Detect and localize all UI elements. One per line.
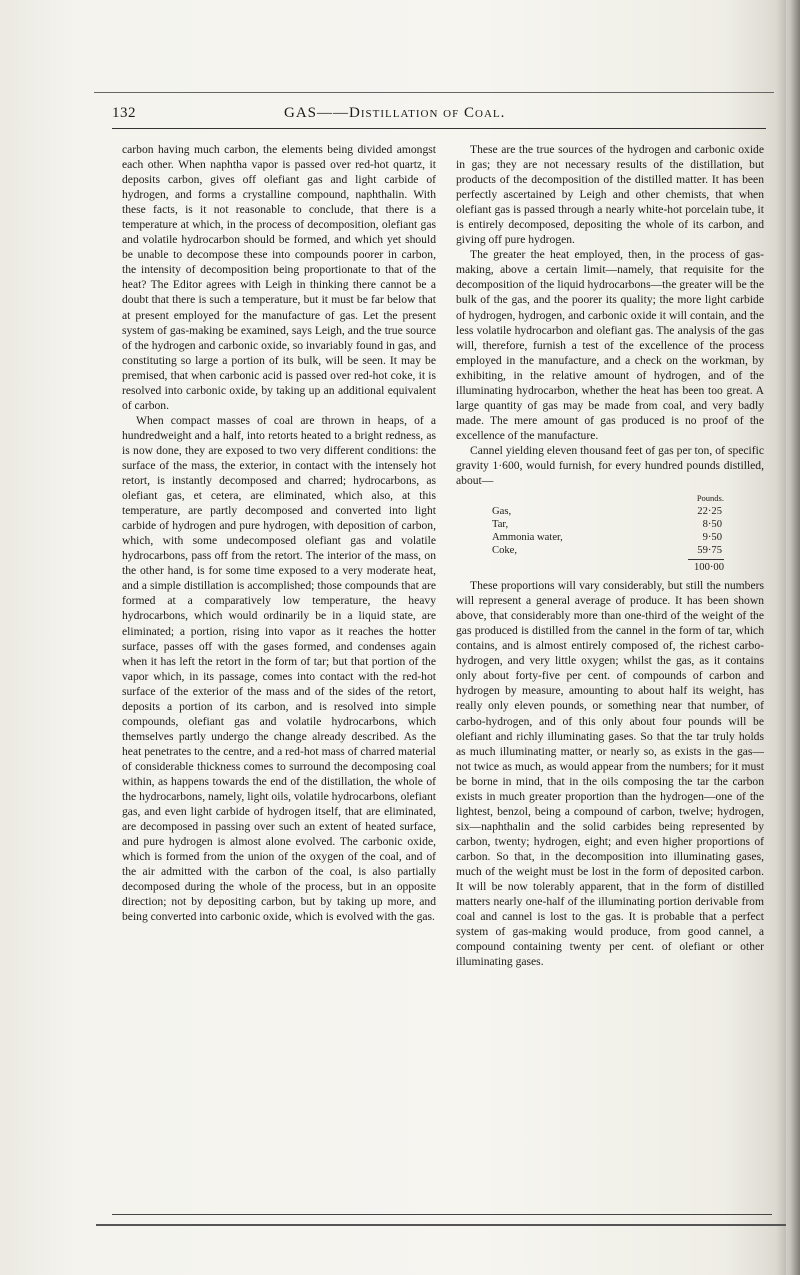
table-row [492, 505, 742, 518]
table-total [492, 559, 742, 574]
table-unit-header: Pounds. [696, 493, 724, 504]
table-row-value: 8·50 [702, 519, 722, 531]
table-row-value: 9·50 [702, 532, 722, 544]
paragraph: carbon having much carbon, the elements being divided amongst each other. When naphtha vapor is passed over red-hot quartz, it deposits carbon, gives off olefiant gas and light carbide of hydrogen, and forms a crystalline compound, naphthalin. With these facts, is it not reasonable to conclude, that there is a temperature at which, in the process of decomposition, olefiant gas and volatile hydrocarbon should be formed, and which yet should be unable to decompose these into compounds poorer in carbon, the intensity of decomposition being proportionate to that of the heat? The Editor agrees with Leigh in thinking there cannot be a doubt that there is such a temperature, but it must be far below that at present employed for the manufacture of gas. Let the present system of gas-making be examined, says Leigh, and the true source of the hydrogen and carbonic oxide, so invariably found in gas, and constituting so large a portion of its bulk, will be seen. It may be premised, that when carbonic acid is passed over red-hot coke, it is resolved into carbonic oxide, by taking up an additional equivalent of carbon. [122, 143, 436, 412]
page-number: 132 [112, 105, 136, 121]
table-row [492, 531, 742, 544]
bottom-rule [112, 1214, 772, 1215]
table-row-label: Tar, [492, 519, 509, 531]
table-total-value: 100·00 [688, 559, 724, 574]
paragraph: The greater the heat employed, then, in the process of gas-making, above a certain limit—namely, that requisite for the decomposition of the liquid hydrocarbons—the greater will be the bulk of the gas, and the poorer its quality; the more light carbide of hydrogen, hydrogen, and carbonic oxide it will contain, and the less volatile hydrocarbon and olefiant gas. The analysis of the gas will, therefore, furnish a test of the excellence of the process employed in the manufacture, and a check on the workman, by exhibiting, in the relative amount of hydrogen, and of the illuminating hydrocarbon, whether the heat has been too great. A large quantity of gas may be made from coal, and very badly made. The mere amount of gas produced is no proof of the excellence of the manufacture. [456, 248, 764, 442]
right-column [456, 142, 764, 969]
table-row [492, 518, 742, 531]
page-header [112, 102, 772, 126]
bottom-rule-heavy [96, 1224, 786, 1226]
page-edge-shadow [776, 0, 800, 1275]
left-column [122, 142, 436, 924]
table-row-value: 22·25 [697, 506, 722, 518]
paragraph: When compact masses of coal are thrown in heaps, of a hundredweight and a half, into retorts heated to a bright redness, as is now done, they are exposed to two very different conditions: the surface of the mass, the exterior, in contact with the intensely hot retort, is instantly decomposed and charred; hydrocarbons, as olefiant gas, et cetera, are eliminated, which also, at this temperature, are partly decomposed and converted into light carbide of hydrogen and pure hydrogen, with deposition of carbon, which, with some undecomposed olefiant gas and volatile hydrocarbons, pass off from the retort. The interior of the mass, on the other hand, is for some time exposed to a very moderate heat, and a simple distillation is accomplished; those compounds that are formed at a comparatively low temperature, the heavy hydrocarbons, which would ordinarily be in a liquid state, are eliminated; a portion, rising into vapor as it reaches the hotter surface, passes off with the gases formed, and condenses again when it has left the retort in the form of tar; but that portion of the vapor which, in its passage, comes into contact with the red-hot surface of the exterior of the mass and of the sides of the retort, deposits a portion of its carbon, and is resolved into simple compounds, olefiant gas and volatile hydrocarbons, which themselves partly undergo the change already described. As the heat penetrates to the centre, and a red-hot mass of charred material of considerable thickness comes to surround the decomposing coal within, as happens towards the end of the distillation, the whole of the hydrocarbons, namely, light oils, volatile hydrocarbons, olefiant gas, and even light carbide of hydrogen itself, that are eliminated, are decomposed in passing over such an extent of heated surface, and pure hydrogen is almost alone evolved. The carbonic oxide, which is formed from the union of the oxygen of the coal, and of the air admitted with the carbon of the coal, is also partially decomposed during the whole of the process, but in an opposite direction; not by depositing carbon, but by taking up more, and being converted into carbonic oxide, which is evolved with the gas. [122, 413, 436, 924]
table-row [492, 544, 742, 557]
header-rule [112, 128, 766, 129]
paragraph: These are the true sources of the hydrogen and carbonic oxide in gas; they are not necessary results of the distillation, but products of the decomposition of the distilled matter. It has been perfectly ascertained by Leigh and other chemists, that when olefiant gas is passed through a nearly white-hot porcelain tube, it is entirely decomposed, depositing the whole of its carbon, and giving off pure hydrogen. [456, 143, 764, 247]
table-row-value: 59·75 [697, 545, 722, 557]
table-row-label: Gas, [492, 506, 512, 518]
distillation-table [492, 492, 742, 574]
paragraph: These proportions will vary considerably, but still the numbers will represent a general average of produce. It has been shown above, that considerably more than one-third of the weight of the gas produced is distilled from the cannel in the form of tar, which contains, and is almost entirely composed of, the richest carbo-hydrogen, and very little oxygen; whilst the gas, as it contains only about forty-five per cent. of compounds of carbon and hydrogen by measure, amounting to about half its weight, has really only eleven pounds, or something near that number, of carbo-hydrogen, and of this only about four pounds will be olefiant and richly illuminating gases. So that the tar truly holds as much illuminating matter, or nearly so, as exists in the gas—not twice as much, as would appear from the numbers; for it must be borne in mind, that in the oils composing the tar the carbon exists in much greater proportion than the hydrogen—one of the lightest, benzol, being a compound of carbon, twelve; hydrogen, six—naphthalin and the solid carbides being represented by carbon, twenty; hydrogen, eight; and even higher proportions of carbon. So that, in the decomposition into illuminating gases, much of the weight must be lost in the form of deposited carbon. It will be now tolerably apparent, that in the form of distilled matters nearly one-half of the illuminating portion derivable from coal and cannel is lost to the gas. It is probable that a perfect system of gas-making would produce, from good cannel, a compound containing twenty per cent. of olefiant or other illuminating gases. [456, 579, 764, 969]
running-head: GAS——Distillation of Coal. [284, 105, 506, 121]
paragraph: Cannel yielding eleven thousand feet of gas per ton, of specific gravity 1·600, would furnish, for every hundred pounds distilled, about— [456, 443, 764, 488]
table-row-label: Coke, [492, 545, 518, 557]
table-row-label: Ammonia water, [492, 532, 563, 544]
top-rule [94, 92, 774, 93]
